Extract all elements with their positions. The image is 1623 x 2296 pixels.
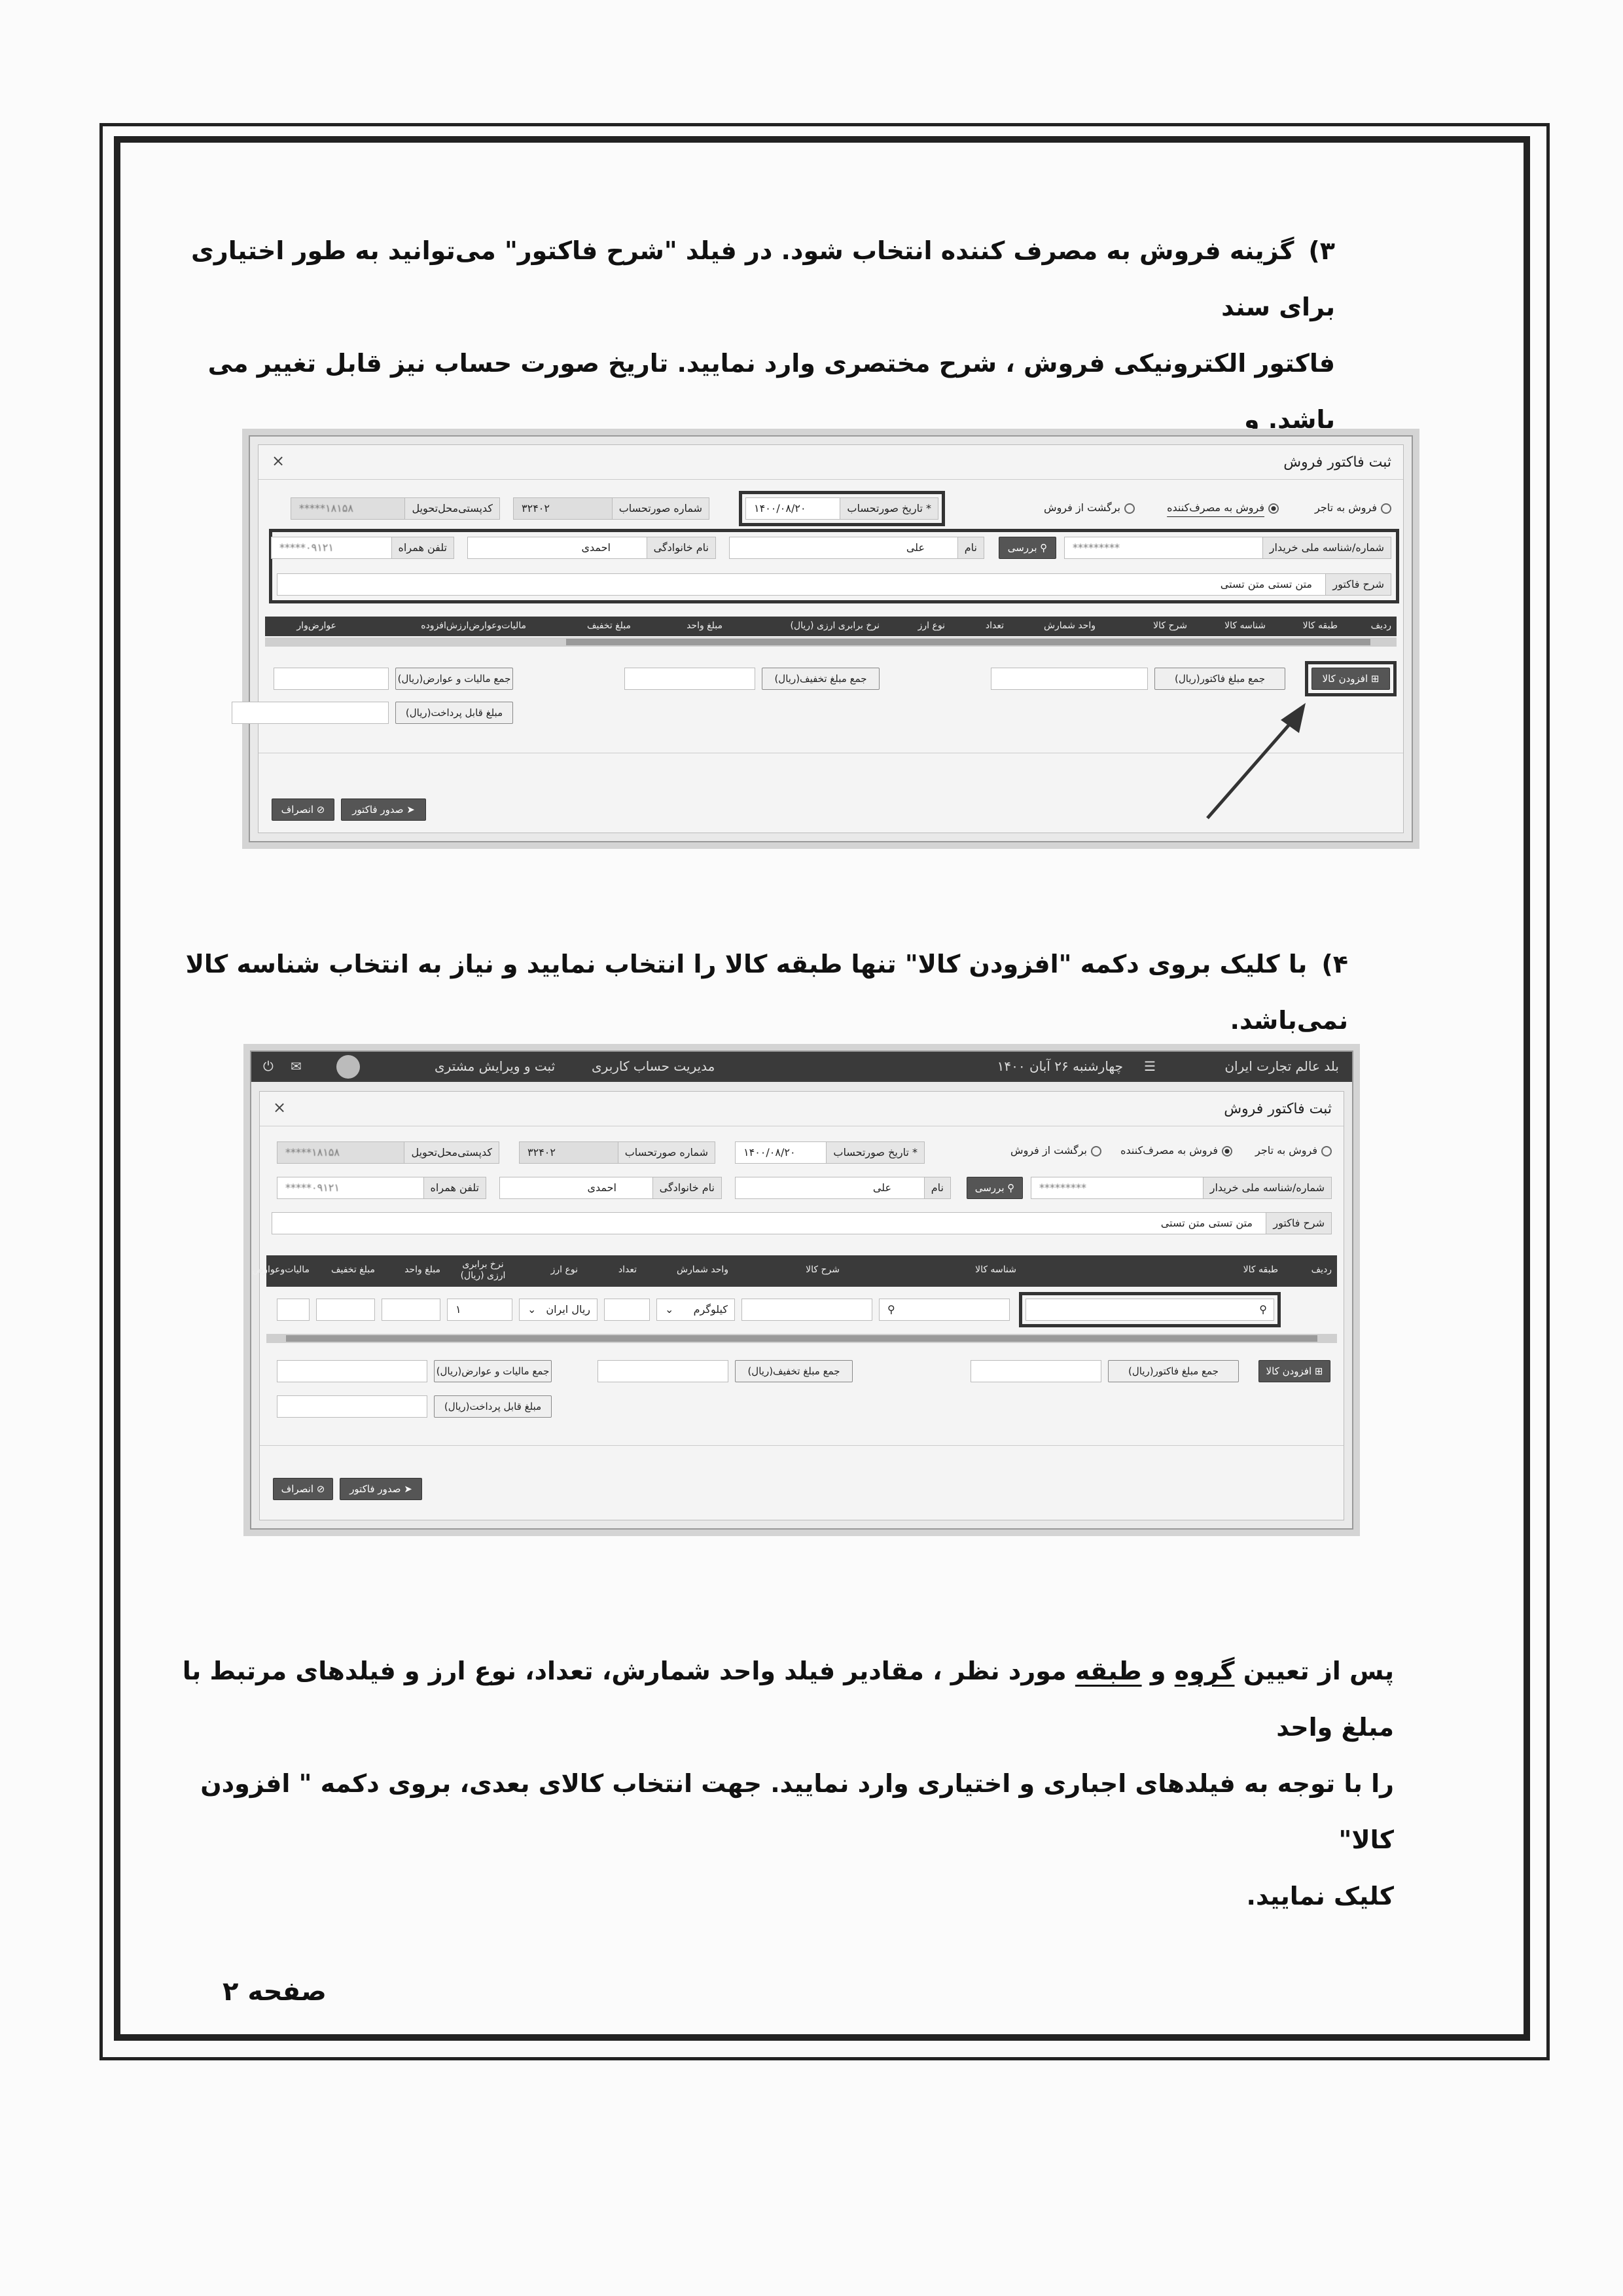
field-value: ۱: [455, 1303, 461, 1316]
column-header: ردیف: [1370, 620, 1391, 631]
radio-return[interactable]: [1010, 1144, 1101, 1157]
field-value: متن تستی متن تستی: [1220, 578, 1312, 590]
column-header: نوع ارز: [550, 1265, 578, 1275]
radio-label: فروش به مصرف‌کننده: [1167, 501, 1264, 514]
column-header: طبقه کالا: [1302, 620, 1338, 631]
button-label: جمع مبلغ تخفیف(ریال): [774, 673, 867, 685]
column-header: واحد شمارش: [1043, 620, 1096, 631]
sum-discount-field: [624, 668, 755, 690]
paragraph-text: گزینه فروش به مصرف کننده انتخاب شود. در فیلد "شرح فاکتور" می‌توانید به طور اختیاری برای سند: [191, 236, 1335, 321]
sum-tax-field: [277, 1360, 427, 1382]
radio-return[interactable]: [1044, 501, 1135, 514]
button-label: جمع مالیات و عوارض(ریال): [436, 1365, 550, 1377]
field-label: شماره صورتحساب: [612, 498, 709, 519]
buyer-id-field[interactable]: [1031, 1177, 1332, 1199]
paragraph-text: مورد نظر ، مقادیر فیلد واحد شمارش، تعداد، نوع ارز و فیلدهای مرتبط با مبلغ واحد: [182, 1657, 1394, 1742]
cancel-icon: ⊘: [313, 804, 325, 816]
button-label: صدور فاکتور: [352, 804, 404, 816]
postal-code-field: [291, 497, 500, 520]
scrollbar-thumb[interactable]: [566, 639, 1370, 645]
field-label: نام خانوادگی: [652, 1177, 721, 1198]
payable-field: [232, 702, 389, 724]
mobile-field[interactable]: [277, 1177, 486, 1199]
payable-label: [434, 1395, 552, 1418]
close-icon[interactable]: ×: [273, 1098, 287, 1117]
sum-invoice-field: [971, 1360, 1101, 1382]
field-label: شماره صورتحساب: [618, 1142, 715, 1163]
field-label: شرح فاکتور: [1266, 1213, 1331, 1234]
buyer-id-field[interactable]: [1064, 537, 1391, 559]
unit-price-input[interactable]: [382, 1299, 440, 1321]
column-header: مالیات‌وعوارض‌ارزش‌افزوده: [421, 620, 526, 631]
button-label: بررسی: [974, 1182, 1005, 1194]
sum-invoice-label: [1154, 668, 1285, 690]
item-description-input[interactable]: [741, 1299, 872, 1321]
field-value: ۳۲۴۰۲: [522, 502, 550, 514]
field-label: * تاریخ صورتحساب: [826, 1142, 924, 1163]
field-value: ریال ایران: [546, 1303, 590, 1316]
issue-invoice-button[interactable]: [341, 798, 426, 821]
sum-discount-field: [597, 1360, 728, 1382]
paragraph-text: پس از تعیین: [1243, 1657, 1394, 1685]
button-label: افزودن کالا: [1322, 673, 1368, 685]
column-header: مبلغ تخفیف: [331, 1265, 375, 1275]
top-menu-customer[interactable]: ثبت و ویرایش مشتری: [435, 1058, 556, 1074]
column-header: نوع ارز: [918, 620, 945, 631]
underlined-term: طبقه: [1075, 1657, 1142, 1685]
column-header: نرخ برابری ارزی (ریال): [460, 1259, 506, 1281]
button-label: بررسی: [1007, 542, 1037, 554]
field-value: ۰۹۱۲۱*****: [279, 541, 334, 554]
field-label: نام: [924, 1177, 950, 1198]
divider: [259, 479, 1403, 480]
item-class-input[interactable]: [1026, 1299, 1274, 1321]
radio-label: فروش به تاجر: [1255, 1144, 1317, 1157]
search-icon: ⚲: [1259, 1303, 1267, 1316]
paragraph-after-selection: [164, 1643, 1394, 1924]
search-icon: ⚲: [887, 1303, 895, 1316]
radio-label: برگشت از فروش: [1010, 1144, 1087, 1157]
column-header: مبلغ واحد: [687, 620, 722, 631]
items-table-header: [252, 1255, 1337, 1287]
field-value: ۳۲۴۰۲: [527, 1146, 556, 1158]
invoice-number-field: [513, 497, 709, 520]
button-label: جمع مبلغ فاکتور(ریال): [1128, 1365, 1219, 1377]
radio-selected-icon: [1268, 503, 1279, 514]
field-value: ۱۸۱۵۸*****: [299, 502, 353, 514]
cancel-icon: ⊘: [313, 1483, 325, 1495]
send-icon: ➤: [403, 804, 415, 816]
field-value: علی: [872, 1181, 891, 1194]
radio-selected-icon: [1222, 1146, 1232, 1157]
sum-invoice-label: [1108, 1360, 1239, 1382]
column-header: نرخ برابری ارزی (ریال): [790, 620, 880, 631]
field-value: احمدی: [587, 1181, 616, 1194]
description-field[interactable]: [277, 573, 1391, 596]
discount-input[interactable]: [316, 1299, 375, 1321]
items-table-header: [265, 617, 1397, 636]
unit-select[interactable]: [656, 1299, 735, 1321]
column-header: مبلغ تخفیف: [587, 620, 631, 631]
screenshot-invoice-form-1: [249, 435, 1413, 842]
field-label: کدپستی‌محل‌تحویل: [404, 1142, 499, 1163]
add-item-button[interactable]: [1311, 668, 1390, 690]
field-value: ۱۴۰۰/۰۸/۲۰: [754, 502, 806, 514]
field-value: متن تستی متن تستی: [1160, 1217, 1253, 1229]
radio-merchant[interactable]: [1315, 501, 1391, 514]
invoice-dialog: [258, 444, 1404, 833]
sum-tax-label: [434, 1360, 552, 1382]
paragraph-text: و: [1150, 1657, 1166, 1685]
power-icon[interactable]: ⏻: [263, 1058, 274, 1074]
description-field[interactable]: [272, 1212, 1332, 1234]
radio-icon: [1124, 503, 1135, 514]
paragraph-line: کلیک نمایید.: [1246, 1882, 1394, 1910]
add-item-button[interactable]: [1258, 1360, 1330, 1382]
button-label: جمع مبلغ تخفیف(ریال): [747, 1365, 840, 1377]
paragraph-line: فاکتور الکترونیکی فروش ، شرح مختصری وارد نمایید. تاریخ صورت حساب نیز قابل تغییر می باشد. و: [207, 349, 1335, 434]
top-menu-account[interactable]: مدیریت حساب کاربری: [592, 1058, 715, 1074]
mobile-field[interactable]: [271, 537, 454, 559]
button-label: انصراف: [281, 804, 313, 816]
avatar[interactable]: [336, 1055, 360, 1079]
postal-code-field: [277, 1141, 499, 1164]
radio-icon: [1381, 503, 1391, 514]
column-header: مالیات‌وعوارض: [252, 1265, 310, 1275]
tax-input[interactable]: [277, 1299, 310, 1321]
sum-tax-label: [395, 668, 513, 690]
field-value: *********: [1073, 541, 1120, 554]
table-scrollbar[interactable]: [265, 637, 1397, 647]
column-header: عوارض‌و‌ار: [296, 620, 336, 631]
radio-label: برگشت از فروش: [1044, 501, 1120, 514]
column-header: شرح کالا: [806, 1265, 840, 1275]
item-id-input[interactable]: [879, 1299, 1010, 1321]
field-value: *********: [1039, 1181, 1086, 1194]
paragraph-line: [157, 223, 1335, 335]
top-date: چهارشنبه ۲۶ آبان ۱۴۰۰: [997, 1058, 1123, 1074]
step-number: ۴): [1321, 950, 1348, 978]
field-value: ۱۴۰۰/۰۸/۲۰: [743, 1146, 796, 1158]
issue-invoice-button[interactable]: [340, 1478, 422, 1500]
column-header: شناسه کالا: [1224, 620, 1266, 631]
column-header: تعداد: [618, 1265, 637, 1275]
invoice-number-field: [519, 1141, 715, 1164]
radio-label: فروش به مصرف‌کننده: [1120, 1144, 1218, 1157]
field-label: نام: [957, 537, 984, 558]
field-label: نام خانوادگی: [647, 537, 715, 558]
field-value: کیلوگرم: [693, 1303, 728, 1316]
invoice-date-field[interactable]: [735, 1141, 925, 1164]
mail-icon[interactable]: ✉: [291, 1058, 302, 1074]
payable-field: [277, 1395, 427, 1418]
paragraph-step-4: [137, 936, 1348, 1049]
close-icon[interactable]: ×: [272, 452, 285, 470]
button-label: مبلغ قابل پرداخت(ریال): [405, 707, 503, 719]
radio-icon: [1091, 1146, 1101, 1157]
app-top-bar: [251, 1052, 1352, 1082]
button-label: انصراف: [281, 1483, 313, 1495]
column-header: شرح کالا: [1153, 620, 1187, 631]
radio-label: فروش به تاجر: [1315, 501, 1377, 514]
plus-icon: ⊞: [1311, 1365, 1323, 1377]
cancel-button[interactable]: [273, 1478, 333, 1500]
check-button[interactable]: [967, 1177, 1023, 1199]
field-value: احمدی: [581, 541, 611, 554]
invoice-date-field[interactable]: [745, 497, 938, 520]
sum-invoice-field: [991, 668, 1148, 690]
paragraph-line: [164, 1643, 1394, 1755]
step-number: ۳): [1308, 236, 1335, 265]
radio-icon: [1321, 1146, 1332, 1157]
currency-select[interactable]: [519, 1299, 597, 1321]
column-header: واحد شمارش: [676, 1265, 728, 1275]
button-label: جمع مالیات و عوارض(ریال): [397, 673, 511, 685]
button-label: افزودن کالا: [1266, 1365, 1312, 1377]
sum-tax-field: [274, 668, 389, 690]
app-title: بلد عالم تجارت ایران: [1224, 1058, 1339, 1074]
field-label: تلفن همراه: [391, 537, 454, 558]
first-name-field[interactable]: [729, 537, 984, 559]
dialog-title: ثبت فاکتور فروش: [1224, 1101, 1332, 1117]
scrollbar-thumb[interactable]: [286, 1335, 1317, 1342]
cancel-button[interactable]: [272, 798, 334, 821]
button-label: جمع مبلغ فاکتور(ریال): [1175, 673, 1265, 685]
chevron-down-icon: ⌄: [527, 1303, 537, 1316]
plus-icon: ⊞: [1368, 673, 1380, 685]
column-header: تعداد: [985, 620, 1004, 631]
paragraph-text: با کلیک بروی دکمه "افزودن کالا" تنها طبقه کالا را انتخاب نمایید و نیاز به انتخاب شناسه کالا نمی‌باشد.: [185, 950, 1348, 1035]
table-scrollbar[interactable]: [266, 1334, 1337, 1343]
field-value: علی: [906, 541, 925, 554]
dialog-title: ثبت فاکتور فروش: [1283, 454, 1391, 471]
send-icon: ➤: [401, 1483, 412, 1495]
divider: [260, 1445, 1344, 1446]
sum-discount-label: [735, 1360, 853, 1382]
pointer-arrow-icon: [1201, 694, 1319, 825]
radio-consumer[interactable]: [1120, 1144, 1232, 1157]
check-button[interactable]: [999, 537, 1056, 559]
button-label: صدور فاکتور: [349, 1483, 401, 1495]
field-label: شماره/شناسه ملی خریدار: [1203, 1177, 1331, 1198]
column-header: طبقه کالا: [1243, 1265, 1278, 1275]
button-label: مبلغ قابل پرداخت(ریال): [444, 1401, 542, 1412]
underlined-term: گروه: [1174, 1657, 1235, 1685]
last-name-field[interactable]: [467, 537, 716, 559]
radio-merchant[interactable]: [1255, 1144, 1332, 1157]
field-label: کدپستی‌محل‌تحویل: [404, 498, 499, 519]
field-label: شماره/شناسه ملی خریدار: [1262, 537, 1391, 558]
search-icon: ⚲: [1037, 542, 1048, 554]
search-icon: ⚲: [1004, 1182, 1015, 1194]
field-label: * تاریخ صورتحساب: [840, 498, 938, 519]
column-header: شناسه کالا: [975, 1265, 1016, 1275]
screenshot-invoice-form-2: [250, 1050, 1353, 1530]
page-number: صفحه ۲: [223, 1977, 327, 2007]
field-label: شرح فاکتور: [1325, 574, 1391, 595]
field-value: ۱۸۱۵۸*****: [285, 1146, 340, 1158]
field-value: ۰۹۱۲۱*****: [285, 1181, 340, 1194]
column-header: ردیف: [1311, 1265, 1332, 1275]
chevron-down-icon: ⌄: [665, 1303, 674, 1316]
last-name-field[interactable]: [499, 1177, 722, 1199]
sum-discount-label: [762, 668, 880, 690]
menu-icon[interactable]: ☰: [1144, 1058, 1156, 1074]
field-label: تلفن همراه: [423, 1177, 486, 1198]
rate-input[interactable]: [447, 1299, 512, 1321]
radio-consumer[interactable]: [1167, 501, 1279, 514]
paragraph-line: را با توجه به فیلدهای اجباری و اختیاری وارد نمایید. جهت انتخاب کالای بعدی، بروی دکمه " افزودن کالا": [200, 1769, 1394, 1854]
quantity-input[interactable]: [604, 1299, 650, 1321]
payable-label: [395, 702, 513, 724]
first-name-field[interactable]: [735, 1177, 951, 1199]
column-header: مبلغ واحد: [404, 1265, 440, 1275]
invoice-dialog: [252, 1091, 1344, 1520]
